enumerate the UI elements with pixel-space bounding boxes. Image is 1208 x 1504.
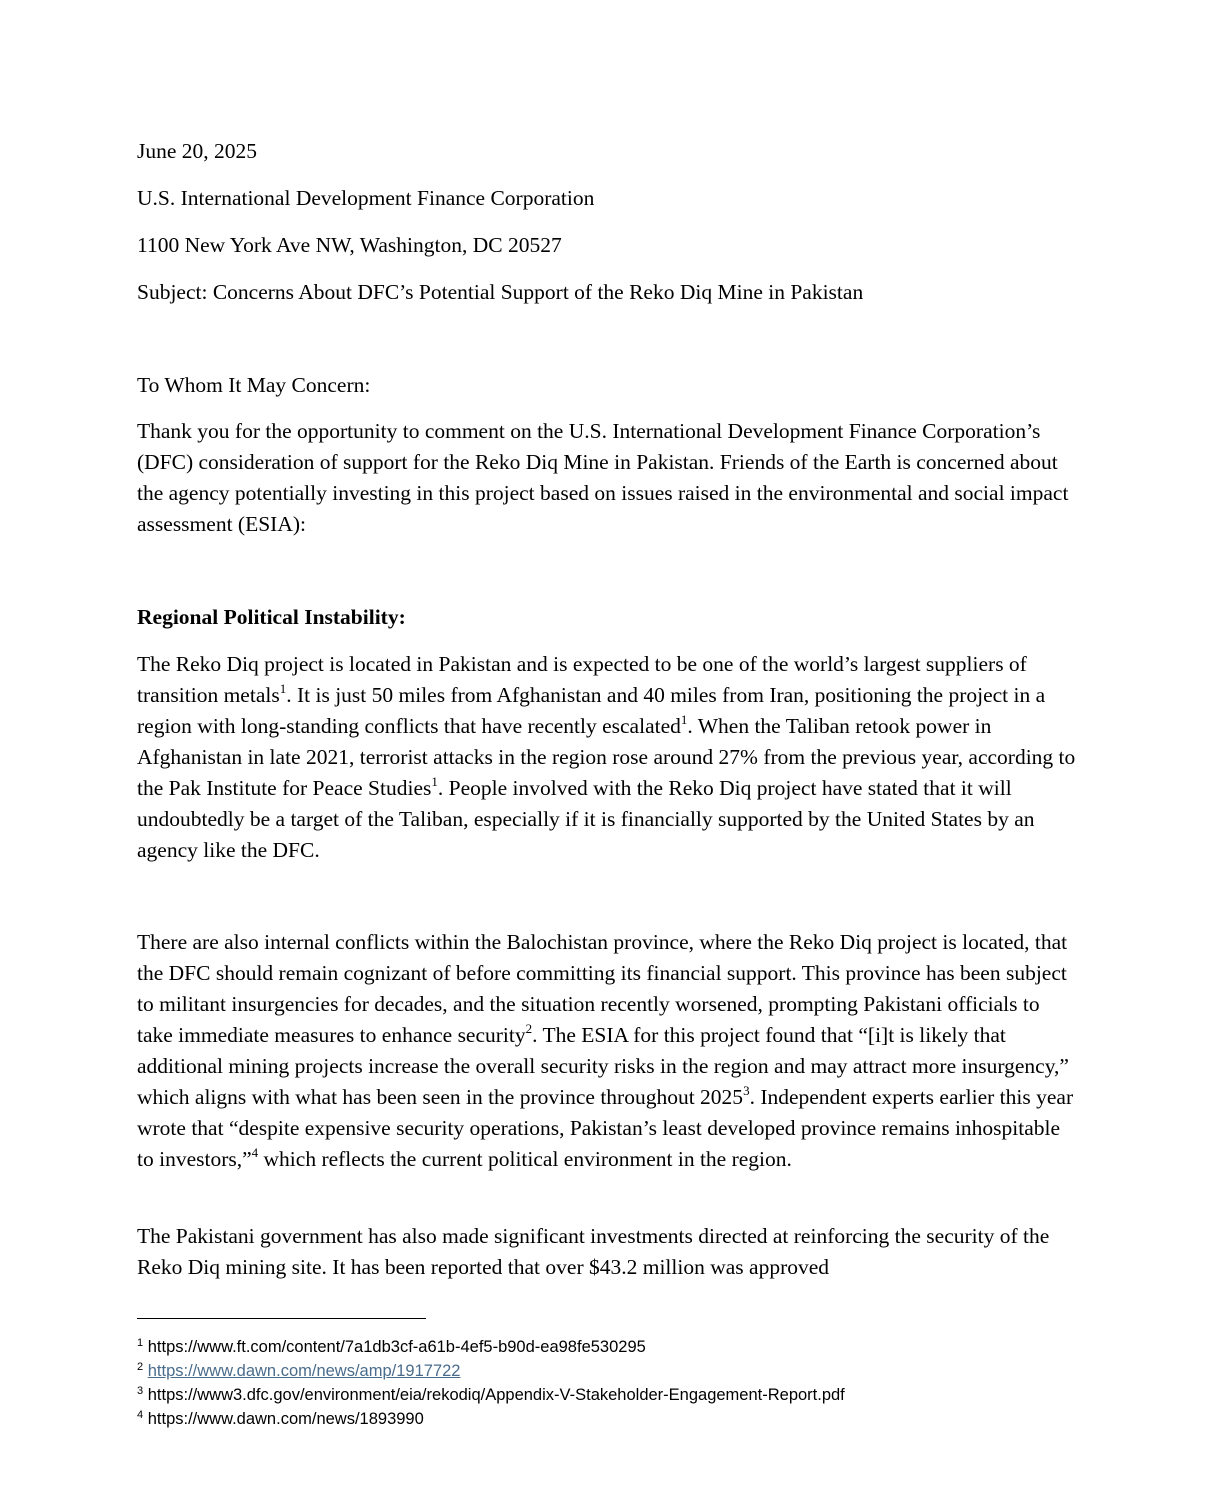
recipient-name: U.S. International Development Finance Corporation [137, 186, 595, 210]
paragraph-block-1 [137, 649, 1077, 866]
text-run: . It is just 50 miles from Afghanistan and 40 miles from Iran, positioning the project in a region with long-standing conflicts that have recently escalated [137, 683, 1046, 738]
footnote-item [137, 1335, 1137, 1359]
footnote-url: https://www3.dfc.gov/environment/eia/rekodiq/Appendix-V-Stakeholder-Engagement-Report.pdf [147, 1386, 845, 1404]
footnote-number: 2 [137, 1361, 144, 1373]
paragraph-internal-conflicts [137, 927, 1077, 1175]
text-run: . Independent experts earlier this year wrote that “despite expensive security operations, Pakistan’s least developed province remains inhospitable to investors,” [137, 1085, 1074, 1171]
footnote-ref[interactable]: 4 [251, 1145, 259, 1160]
footnote-number: 1 [137, 1337, 144, 1349]
footnotes [137, 1335, 1137, 1431]
footnote-number: 3 [137, 1385, 144, 1397]
recipient-address: 1100 New York Ave NW, Washington, DC 20527 [137, 233, 562, 257]
text-run: . People involved with the Reko Diq project have stated that it will undoubtedly be a target of the Taliban, especially if it is financially supported by the United States by an agency like the DFC. [137, 776, 1035, 862]
paragraph-block-3 [137, 1221, 1077, 1283]
footnote-url: https://www.dawn.com/news/1893990 [147, 1410, 424, 1428]
section-heading-block [137, 602, 1077, 633]
letter-date: June 20, 2025 [137, 139, 258, 163]
footnote-item [137, 1407, 1137, 1431]
text-run: The Reko Diq project is located in Pakistan and is expected to be one of the world’s largest suppliers of transition metals [137, 652, 1027, 707]
letter-subject: Subject: Concerns About DFC’s Potential Support of the Reko Diq Mine in Pakistan [137, 280, 864, 304]
paragraph-security-investments: The Pakistani government has also made significant investments directed at reinforcing the security of the Reko Diq mining site. It has been reported that over $43.2 million was approved [137, 1224, 1050, 1279]
intro-block [137, 416, 1077, 540]
footnote-ref[interactable]: 1 [279, 681, 287, 696]
footnote-ref[interactable]: 3 [743, 1083, 750, 1098]
footnote-ref[interactable]: 2 [525, 1021, 533, 1036]
footnote-number: 4 [137, 1409, 144, 1421]
section-heading: Regional Political Instability: [137, 605, 406, 629]
text-run: . The ESIA for this project found that “[i]t is likely that additional mining projects increase the overall security risks in the region and may attract more insurgency,” which aligns with what has been seen in the province throughout 2025 [137, 1023, 1069, 1109]
footnote-ref[interactable]: 1 [431, 774, 438, 789]
text-run: . When the Taliban retook power in Afghanistan in late 2021, terrorist attacks in the region rose around 27% from the previous year, according to the Pak Institute for Peace Studies [137, 714, 1076, 800]
paragraph-regional-instability [137, 649, 1077, 866]
footnote-item [137, 1383, 1137, 1407]
footnote-link[interactable]: https://www.dawn.com/news/amp/1917722 [147, 1362, 461, 1380]
footnote-separator [137, 1318, 426, 1319]
text-run: which reflects the current political environment in the region. [258, 1147, 792, 1171]
intro-paragraph: Thank you for the opportunity to comment on the U.S. International Development Finance Corporation’s (DFC) consideration of support for the Reko Diq Mine in Pakistan. Friends of the Earth is concerned about the agency potentially investing in this project based on issues raised in the environmental and social impact assessment (ESIA): [137, 419, 1069, 536]
letter-header [137, 136, 1077, 324]
footnote-item [137, 1359, 1137, 1383]
salutation-block [137, 370, 1077, 401]
salutation: To Whom It May Concern: [137, 373, 371, 397]
footnote-ref[interactable]: 1 [680, 712, 688, 727]
text-run: There are also internal conflicts within the Balochistan province, where the Reko Diq project is located, that the DFC should remain cognizant of before committing its financial support. This province has been subject to militant insurgencies for decades, and the situation recently worsened, prompting Pakistani officials to take immediate measures to enhance security [137, 930, 1068, 1047]
paragraph-block-2 [137, 927, 1077, 1175]
footnote-url: https://www.ft.com/content/7a1db3cf-a61b-4ef5-b90d-ea98fe530295 [147, 1338, 646, 1356]
